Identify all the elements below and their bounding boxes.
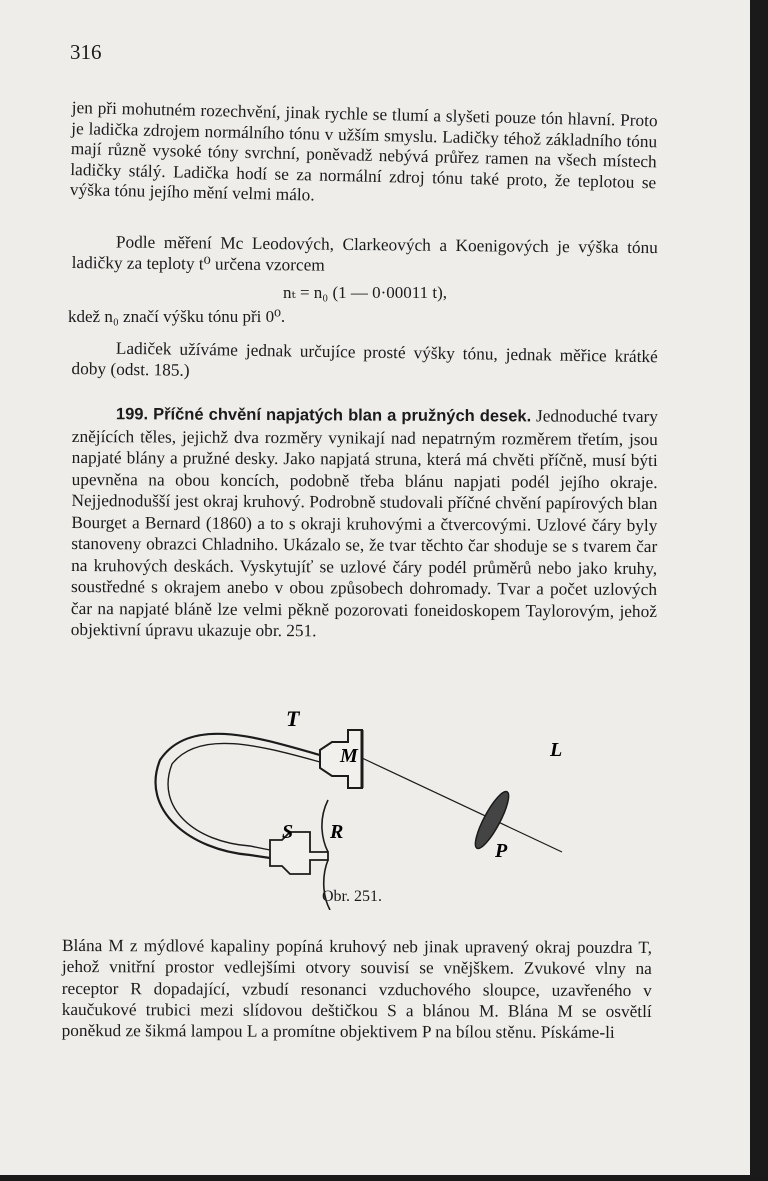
label-S: S xyxy=(282,821,294,843)
paragraph-tuning-fork-tone: jen při mohutném rozechvění, jinak rychle se tlumí a slyšeti pouze tón hlavní. Proto je ladička zdrojem normálního tónu v užším smyslu. Ladičky téhož základního tónu mají různě vysoké tóny svrchní, poněvadž nebývá průřez ramen na všech místech ladičky stálý. Ladička hodí se za normální zdroj tónu také proto, že teplotou se výška tónu jejího mění velmi málo. xyxy=(69,98,658,205)
label-M: M xyxy=(340,745,358,767)
figure-phoneidoscope xyxy=(150,700,580,910)
formula: nₜ = n₀ (1 — 0·00011 t), xyxy=(283,283,448,302)
label-L: L xyxy=(550,739,563,761)
light-ray xyxy=(362,758,562,852)
receptor-housing xyxy=(270,832,328,874)
label-T: T xyxy=(286,706,300,731)
paragraph-measurement: Podle měření Mc Leodových, Clarkeových a Koenigových je výška tónu ladičky za teploty t⁰ určena vzorcem xyxy=(71,232,658,275)
page-number: 316 xyxy=(70,40,102,64)
objective-lens-P xyxy=(470,788,514,852)
formula-explanation: kdež n₀ značí výšku tónu při 0⁰. xyxy=(68,307,286,326)
figure-caption: Obr. 251. xyxy=(322,888,382,905)
label-R: R xyxy=(330,821,344,843)
section-heading: 199. Příčné chvění napjatých blan a pružných desek. xyxy=(115,405,532,426)
label-P: P xyxy=(495,840,508,862)
paragraph-membrane-description: Blána M z mýdlové kapaliny popíná kruhový neb jinak upravený okraj pouzdra T, jehož vnitřní prostor vedlejšími otvory souvisí se vnějškem. Zvukové vlny na receptor R dopadající, vzbudí resonanci vzduchového sloupce, uzavřeného v kaučukové trubici mezi slídovou deštičkou S a blánou M. Blána M se osvětlí poněkud ze šikmá lampou L a promítne objektivem P na bílou stěnu. Pískáme-li xyxy=(61,936,652,1043)
paragraph-membranes: Jednoduché tvary znějících těles, jejichž dva rozměry vynikají nad nepatrným rozměrem třetím, jsou napjaté blány a pružné desky. Jako napjatá struna, která má chvěti příčně, musí býti upevněna na obou koncích, podobně třeba blánu napjati podél jejího okraje. Nejjednodušší jest okraj kruhový. Podrobně studovali příčné chvění papírových blan Bourget a Bernard (1860) a to s okraji kruhovými a čtvercovými. Uzlové čáry byly stanoveny obrazci Chladniho. Ukázalo se, že tvar těchto čar shoduje se s tvarem čar na kruhových deskách. Vyskytujíť se uzlové čáry podél průměrů nebo jako kruhy, soustředné s okrajem anebo v obou způsobech dohromady. Tvar a počet uzlových čar na napjaté bláně lze velmi pěkně pozorovati foneidoskopem Taylorovým, jehož objektivní úpravu ukazuje obr. 251. xyxy=(70,406,658,641)
paragraph-usage: Ladiček užíváme jednak určujíce prosté výšky tónu, jednak měřice krátké doby (odst. 185.) xyxy=(71,338,658,380)
